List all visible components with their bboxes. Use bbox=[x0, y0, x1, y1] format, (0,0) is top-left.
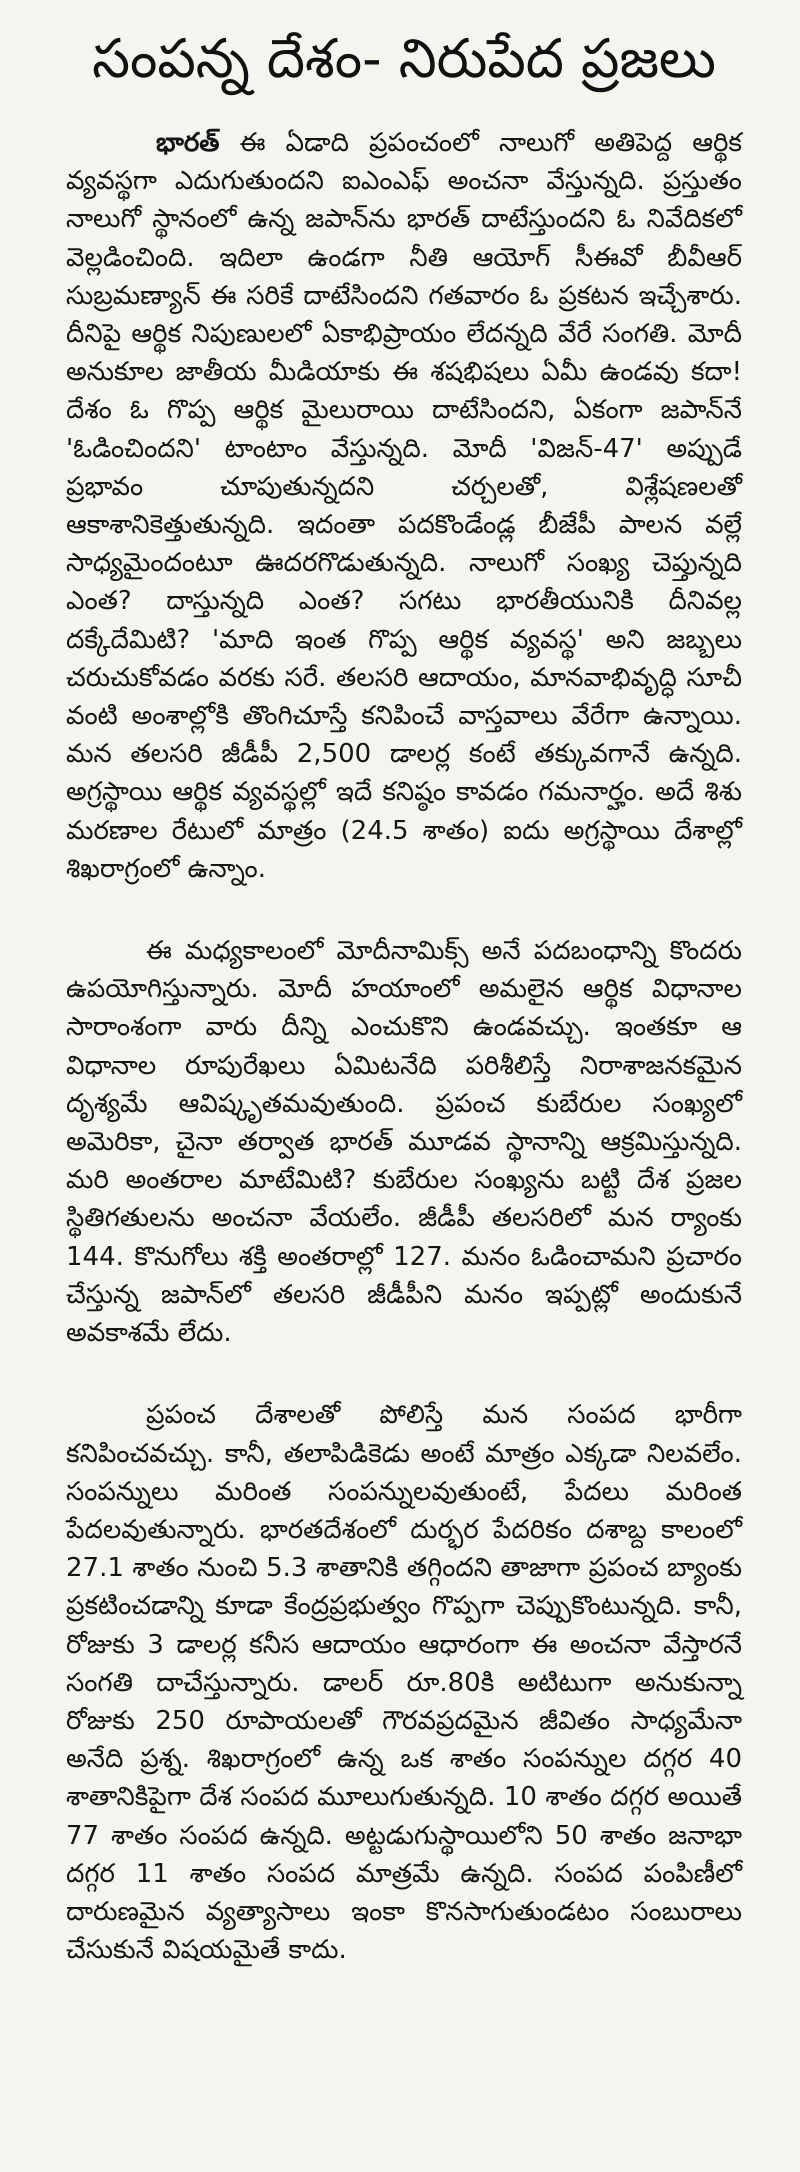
headline: సంపన్న దేశం- నిరుపేద ప్రజలు bbox=[92, 27, 716, 90]
article-body bbox=[66, 124, 742, 1969]
paragraph-3 bbox=[66, 1396, 742, 1969]
paragraph-1 bbox=[66, 124, 742, 888]
paragraph-1-text: ఈ ఏడాది ప్రపంచంలో నాలుగో అతిపెద్ద ఆర్థిక వ్యవస్థగా ఎదుగుతుందని ఐఎంఎఫ్ అంచనా వేస్తున్నది. ప్రస్తుతం నాలుగో స్థానంలో ఉన్న జపాన్‌ను భారత్ దాటేస్తుందని ఓ నివేదికలో వెల్లడించింది. ఇదిలా ఉండగా నీతి ఆయోగ్ సీఈవో బీవీఆర్ సుబ్రమణ్యాన్ ఈ సరికే దాటేసిందని గతవారం ఓ ప్రకటన ఇచ్చేశారు. దీనిపై ఆర్థిక నిపుణులలో ఏకాభిప్రాయం లేదన్నది వేరే సంగతి. మోదీ అనుకూల జాతీయ మీడియాకు ఈ శషభిషలు ఏమీ ఉండవు కదా! దేశం ఓ గొప్ప ఆర్థిక మైలురాయి దాటేసిందని, ఏకంగా జపాన్‌నే 'ఓడించిందని' టాంటాం వేస్తున్నది. మోదీ 'విజన్-47' అప్పుడే ప్రభావం చూపుతున్నదని చర్చలతో, విశ్లేషణలతో ఆకాశానికెత్తుతున్నది. ఇదంతా పదకొండేండ్ల బీజేపీ పాలన వల్లే సాధ్యమైందంటూ ఊదరగొడుతున్నది. నాలుగో సంఖ్య చెప్తున్నది ఎంత? దాస్తున్నది ఎంత? సగటు భారతీయునికి దీనివల్ల దక్కేదేమిటి? 'మాది ఇంత గొప్ప ఆర్థిక వ్యవస్థ' అని జబ్బలు చరుచుకోవడం వరకు సరే. తలసరి ఆదాయం, మానవాభివృద్ధి సూచీ వంటి అంశాల్లోకి తొంగిచూస్తే కనిపించే వాస్తవాలు వేరేగా ఉన్నాయి. మన తలసరి జీడీపీ 2,500 డాలర్ల కంటే తక్కువగానే ఉన్నది. అగ్రస్థాయి ఆర్థిక వ్యవస్థల్లో ఇదే కనిష్ఠం కావడం గమనార్హం. అదే శిశు మరణాల రేటులో మాత్రం (24.5 శాతం) ఐదు అగ్రస్థాయి దేశాల్లో శిఖరాగ్రంలో ఉన్నాం. bbox=[66, 128, 742, 884]
paragraph-3-text: ప్రపంచ దేశాలతో పోలిస్తే మన సంపద భారీగా కనిపించవచ్చు. కానీ, తలాపిడికెడు అంటే మాత్రం ఎక్కడా నిలవలేం. సంపన్నులు మరింత సంపన్నులవుతుంటే, పేదలు మరింత పేదలవుతున్నారు. భారతదేశంలో దుర్భర పేదరికం దశాబ్ద కాలంలో 27.1 శాతం నుంచి 5.3 శాతానికి తగ్గిందని తాజాగా ప్రపంచ బ్యాంకు ప్రకటించడాన్ని కూడా కేంద్రప్రభుత్వం గొప్పగా చెప్పుకొంటున్నది. కానీ, రోజుకు 3 డాలర్ల కనీస ఆదాయం ఆధారంగా ఈ అంచనా వేస్తారనే సంగతి దాచేస్తున్నారు. డాలర్ రూ.80కి అటిటుగా అనుకున్నా రోజుకు 250 రూపాయలతో గౌరవప్రదమైన జీవితం సాధ్యమేనా అనేది ప్రశ్న. శిఖరాగ్రంలో ఉన్న ఒక శాతం సంపన్నుల దగ్గర 40 శాతానికిపైగా దేశ సంపద మూలుగుతున్నది. 10 శాతం దగ్గర అయితే 77 శాతం సంపద ఉన్నది. అట్టడుగుస్థాయిలోని 50 శాతం జనాభా దగ్గర 11 శాతం సంపద మాత్రమే ఉన్నది. సంపద పంపిణీలో దారుణమైన వ్యత్యాసాలు ఇంకా కొనసాగుతుండటం సంబురాలు చేసుకునే విషయమైతే కాదు. bbox=[66, 1400, 742, 1966]
paragraph-2 bbox=[66, 932, 742, 1352]
paragraph-2-text: ఈ మధ్యకాలంలో మోదీనామిక్స్ అనే పదబంధాన్ని కొందరు ఉపయోగిస్తున్నారు. మోదీ హయాంలో అమలైన ఆర్థిక విధానాల సారాంశంగా వారు దీన్ని ఎంచుకొని ఉండవచ్చు. ఇంతకూ ఆ విధానాల రూపురేఖలు ఏమిటనేది పరిశీలిస్తే నిరాశాజనకమైన దృశ్యమే ఆవిష్కృతమవుతుంది. ప్రపంచ కుబేరుల సంఖ్యలో అమెరికా, చైనా తర్వాత భారత్ మూడవ స్థానాన్ని ఆక్రమిస్తున్నది. మరి అంతరాల మాటేమిటి? కుబేరుల సంఖ్యను బట్టి దేశ ప్రజల స్థితిగతులను అంచనా వేయలేం. జీడీపీ తలసరిలో మన ర్యాంకు 144. కొనుగోలు శక్తి అంతరాల్లో 127. మనం ఓడించామని ప్రచారం చేస్తున్న జపాన్‌లో తలసరి జీడీపీని మనం ఇప్పట్లో అందుకునే అవకాశమే లేదు. bbox=[66, 936, 742, 1349]
lead-word: భారత్ bbox=[156, 128, 220, 158]
